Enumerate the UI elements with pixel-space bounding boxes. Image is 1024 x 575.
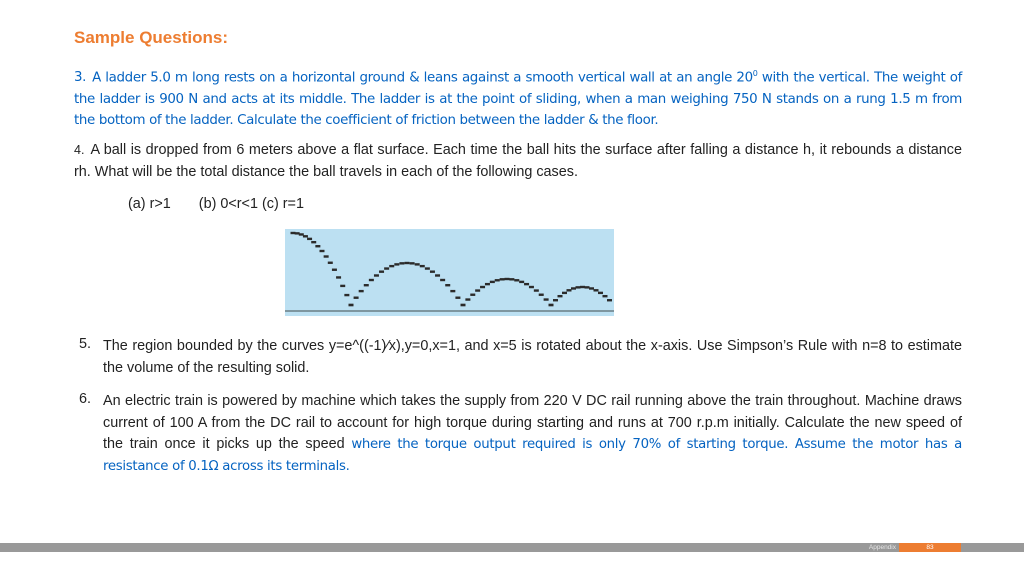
question-4-text: A ball is dropped from 6 meters above a flat surface. Each time the ball hits the surface after falling a distance h, it rebounds a distance rh. What will be the total distance the ball travels in each of the following cases. [74, 142, 962, 180]
question-5-number: 5. [79, 336, 92, 352]
ball-trail-mark [359, 290, 364, 292]
ball-trail-mark [430, 270, 435, 272]
ball-trail-mark [303, 235, 308, 237]
question-4 [74, 139, 962, 183]
question-6-number: 6. [79, 391, 92, 407]
degree-superscript: 0 [752, 69, 758, 78]
ball-trail-mark [490, 281, 495, 283]
ball-trail-mark [425, 267, 430, 269]
ball-trail-mark [500, 278, 505, 280]
ball-trail-mark [455, 297, 460, 299]
ball-trail-mark [364, 284, 369, 286]
image-background [285, 229, 614, 316]
ball-trail-mark [379, 270, 384, 272]
ball-trail-mark [475, 289, 480, 291]
bouncing-ball-image [285, 229, 614, 316]
ball-trail-mark [336, 276, 341, 278]
ball-trail-mark [553, 299, 558, 301]
ball-trail-mark [514, 279, 519, 281]
ball-trail-mark [567, 289, 572, 291]
question-3 [74, 63, 962, 132]
ball-trail-mark [354, 297, 359, 299]
ball-trail-mark [389, 265, 394, 267]
footer-section-label: Appendix [868, 544, 896, 551]
ball-trail-mark [328, 262, 333, 264]
ball-trail-mark [571, 287, 576, 289]
page-number: 83 [899, 543, 961, 552]
ball-trail-mark [340, 285, 345, 287]
ball-trail-mark [470, 294, 475, 296]
ball-trail-mark [435, 274, 440, 276]
ball-trail-mark [505, 278, 510, 280]
ball-trail-mark [420, 265, 425, 267]
ball-trail-mark [461, 304, 466, 306]
question-6-text-highlight: where the torque output required is only 70% of starting torque. Assume the motor has a resistance of 0.1Ω across its terminals. [103, 437, 962, 474]
page-title: Sample Questions: [74, 28, 228, 47]
ball-trail-mark [558, 295, 563, 297]
ball-trail-mark [549, 304, 554, 306]
ball-trail-mark [394, 263, 399, 265]
ball-trail-mark [594, 289, 599, 291]
ball-trail-mark [324, 255, 329, 257]
ball-trail-mark [307, 238, 312, 240]
ball-trail-mark [410, 262, 415, 264]
ball-trail-mark [519, 281, 524, 283]
ball-trail-mark [576, 286, 581, 288]
question-3-text-after: with the vertical. The weight of the ladder is 900 N and acts at its middle. The ladder is at the point of sliding, when a man weighing 750 N stands on a rung 1.5 m from the bottom of the ladder. Calculate the coefficient of friction between the ladder & the floor. [74, 70, 962, 129]
ball-trail-mark [349, 304, 354, 306]
ball-trail-mark [598, 292, 603, 294]
ball-trail-mark [524, 283, 529, 285]
ball-trail-mark [607, 299, 612, 301]
ball-trail-mark [445, 284, 450, 286]
ball-trail-mark [495, 279, 500, 281]
ball-trail-mark [315, 245, 320, 247]
question-6 [103, 391, 962, 477]
ball-trail-mark [332, 269, 337, 271]
ball-trail-mark [450, 290, 455, 292]
question-5: The region bounded by the curves y=e^((-1)⁄x),y=0,x=1, and x=5 is rotated about the x-axis. Use Simpson’s Rule with n=8 to estimate the volume of the resulting solid. [103, 338, 962, 376]
ball-trail-mark [405, 262, 410, 264]
ball-trail-mark [415, 263, 420, 265]
ball-trail-mark [585, 286, 590, 288]
ball-trail-mark [539, 294, 544, 296]
ball-trail-mark [544, 298, 549, 300]
ball-trail-mark [311, 241, 316, 243]
ball-trail-mark [344, 294, 349, 296]
ball-trail-mark [480, 286, 485, 288]
ball-trail-mark [529, 286, 534, 288]
question-6-text: An electric train is powered by machine which takes the supply from 220 V DC rail running above the train throughout. Machine draws current of 100 A from the DC rail to account for high torque during starting and runs at 700 r.p.m initially. Calculate the new speed of the train once it picks up the speed [103, 393, 962, 452]
ball-trail-mark [440, 279, 445, 281]
ball-trail-mark [485, 283, 490, 285]
question-4-cases: (a) r>1 (b) 0<r<1 (c) r=1 [128, 196, 304, 212]
ball-trail-mark [384, 267, 389, 269]
ball-trail-mark [509, 278, 514, 280]
ball-trail-mark [320, 250, 325, 252]
ball-trail-mark [589, 287, 594, 289]
ball-trail-mark [399, 262, 404, 264]
question-3-number: 3. [74, 70, 87, 86]
ball-trail-mark [580, 286, 585, 288]
ball-trail-mark [369, 279, 374, 281]
ball-trail-mark [465, 298, 470, 300]
question-4-number: 4. [74, 143, 85, 157]
ball-trail-mark [603, 295, 608, 297]
ball-trail-mark [374, 274, 379, 276]
ball-trail-mark [562, 292, 567, 294]
ball-trail-mark [534, 289, 539, 291]
question-3-text-before: A ladder 5.0 m long rests on a horizontal ground & leans against a smooth vertical wall at an angle 20 [92, 70, 753, 86]
